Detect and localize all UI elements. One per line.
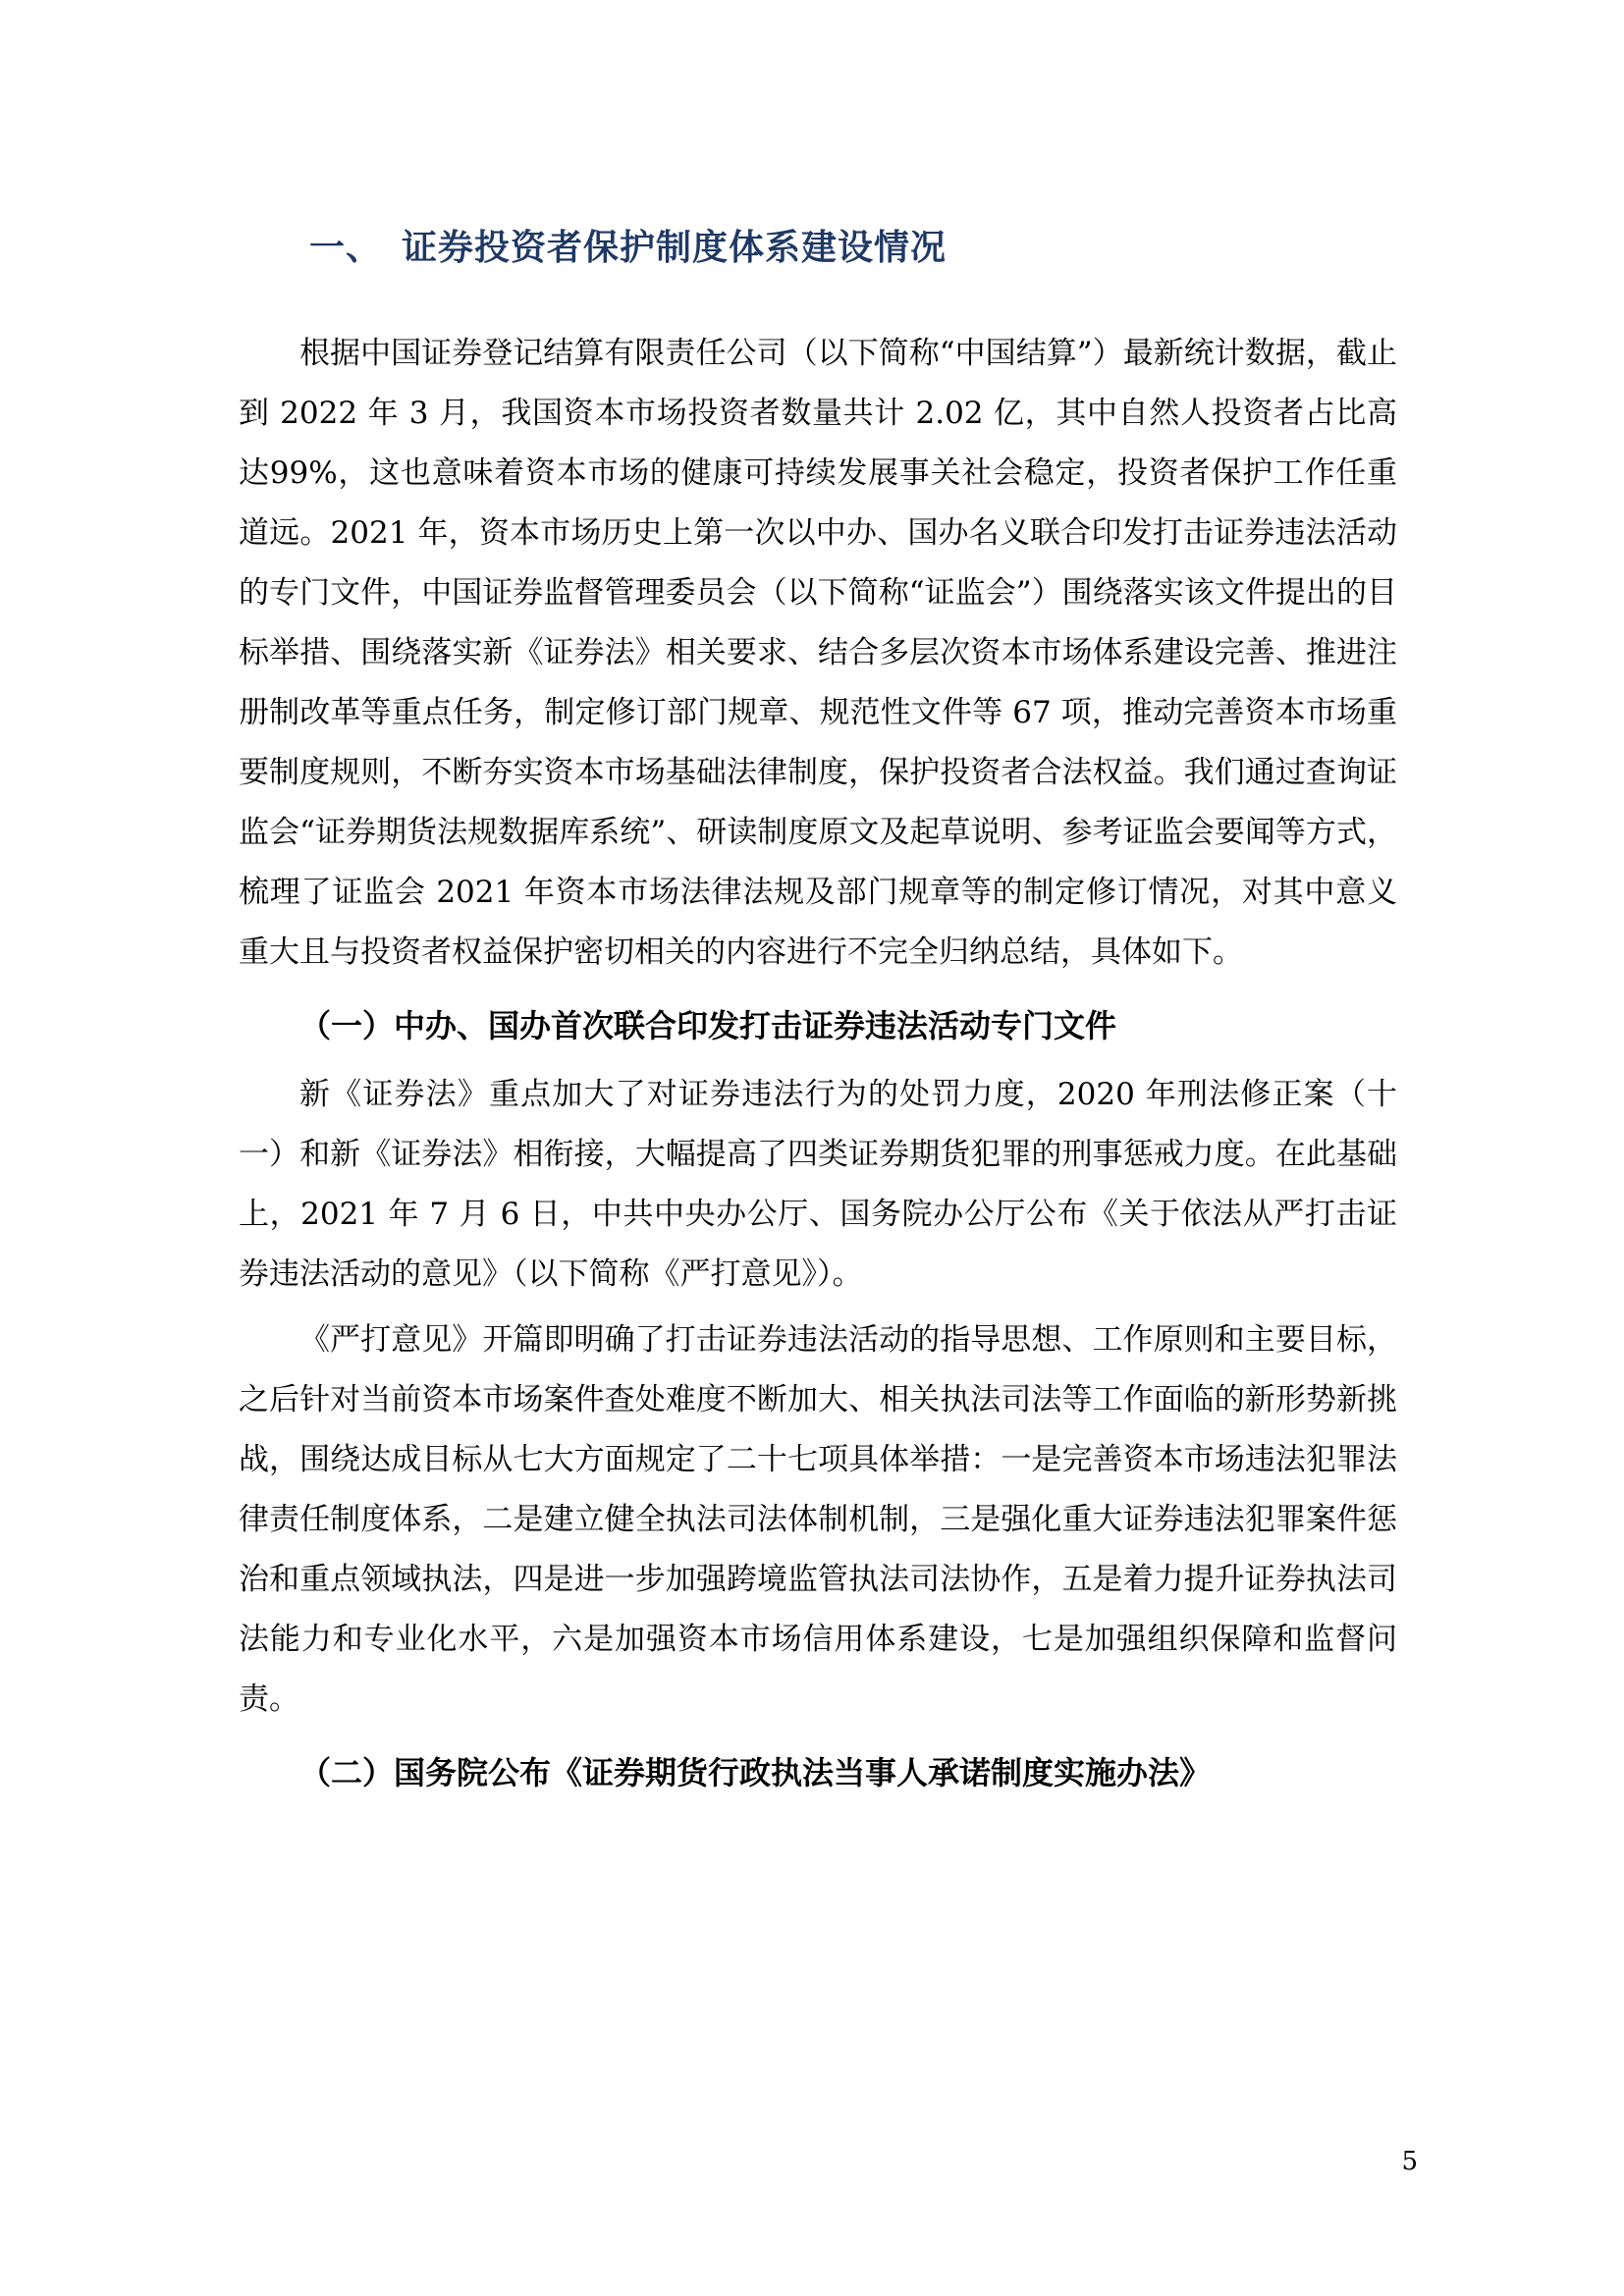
paragraph-sub-one-1: 新《证券法》重点加大了对证券违法行为的处罚力度，2020 年刑法修正案（十一）和新《证券法》相衔接，大幅提高了四类证券期货犯罪的刑事惩戒力度。在此基础上，2021 年 7 月 6 日，中共中央办公厅、国务院办公厅公布《关于依法从严打击证券违法活动的意见》（以下简称《严打意见》）。 <box>239 1077 1397 1293</box>
page-title <box>239 224 1397 273</box>
paragraph-intro: 根据中国证券登记结算有限责任公司（以下简称“中国结算”）最新统计数据，截止到 2022 年 3 月，我国资本市场投资者数量共计 2.02 亿，其中自然人投资者占比高达99%，这也意味着资本市场的健康可持续发展事关社会稳定，投资者保护工作任重道远。2021 年，资本市场历史上第一次以中办、国办名义联合印发打击证券违法活动的专门文件，中国证券监督管理委员会（以下简称“证监会”）围绕落实该文件提出的目标举措、围绕落实新《证券法》相关要求、结合多层次资本市场体系建设完善、推进注册制改革等重点任务，制定修订部门规章、规范性文件等 67 项，推动完善资本市场重要制度规则，不断夯实资本市场基础法律制度，保护投资者合法权益。我们通过查询证监会“证券期货法规数据库系统”、研读制度原文及起草说明、参考证监会要闻等方式，梳理了证监会 2021 年资本市场法律法规及部门规章等的制定修订情况，对其中意义重大且与投资者权益保护密切相关的内容进行不完全归纳总结，具体如下。 <box>239 336 1397 971</box>
paragraph-sub-one-2: 《严打意见》开篇即明确了打击证券违法活动的指导思想、工作原则和主要目标，之后针对当前资本市场案件查处难度不断加大、相关执法司法等工作面临的新形势新挑战，围绕达成目标从七大方面规定了二十七项具体举措：一是完善资本市场违法犯罪法律责任制度体系，二是建立健全执法司法体制机制，三是强化重大证券违法犯罪案件惩治和重点领域执法，四是进一步加强跨境监管执法司法协作，五是着力提升证券执法司法能力和专业化水平，六是加强资本市场信用体系建设，七是加强组织保障和监督问责。 <box>239 1322 1397 1718</box>
subsection-heading-two: （二）国务院公布《证券期货行政执法当事人承诺制度实施办法》 <box>299 1754 1212 1792</box>
page-content <box>239 224 1397 1812</box>
subsection-heading-one: （一）中办、国办首次联合印发打击证券违法活动专门文件 <box>299 1007 1117 1045</box>
section-title-text: 证券投资者保护制度体系建设情况 <box>402 228 947 268</box>
page-number: 5 <box>1401 2147 1418 2176</box>
section-number: 一、 <box>309 228 383 268</box>
